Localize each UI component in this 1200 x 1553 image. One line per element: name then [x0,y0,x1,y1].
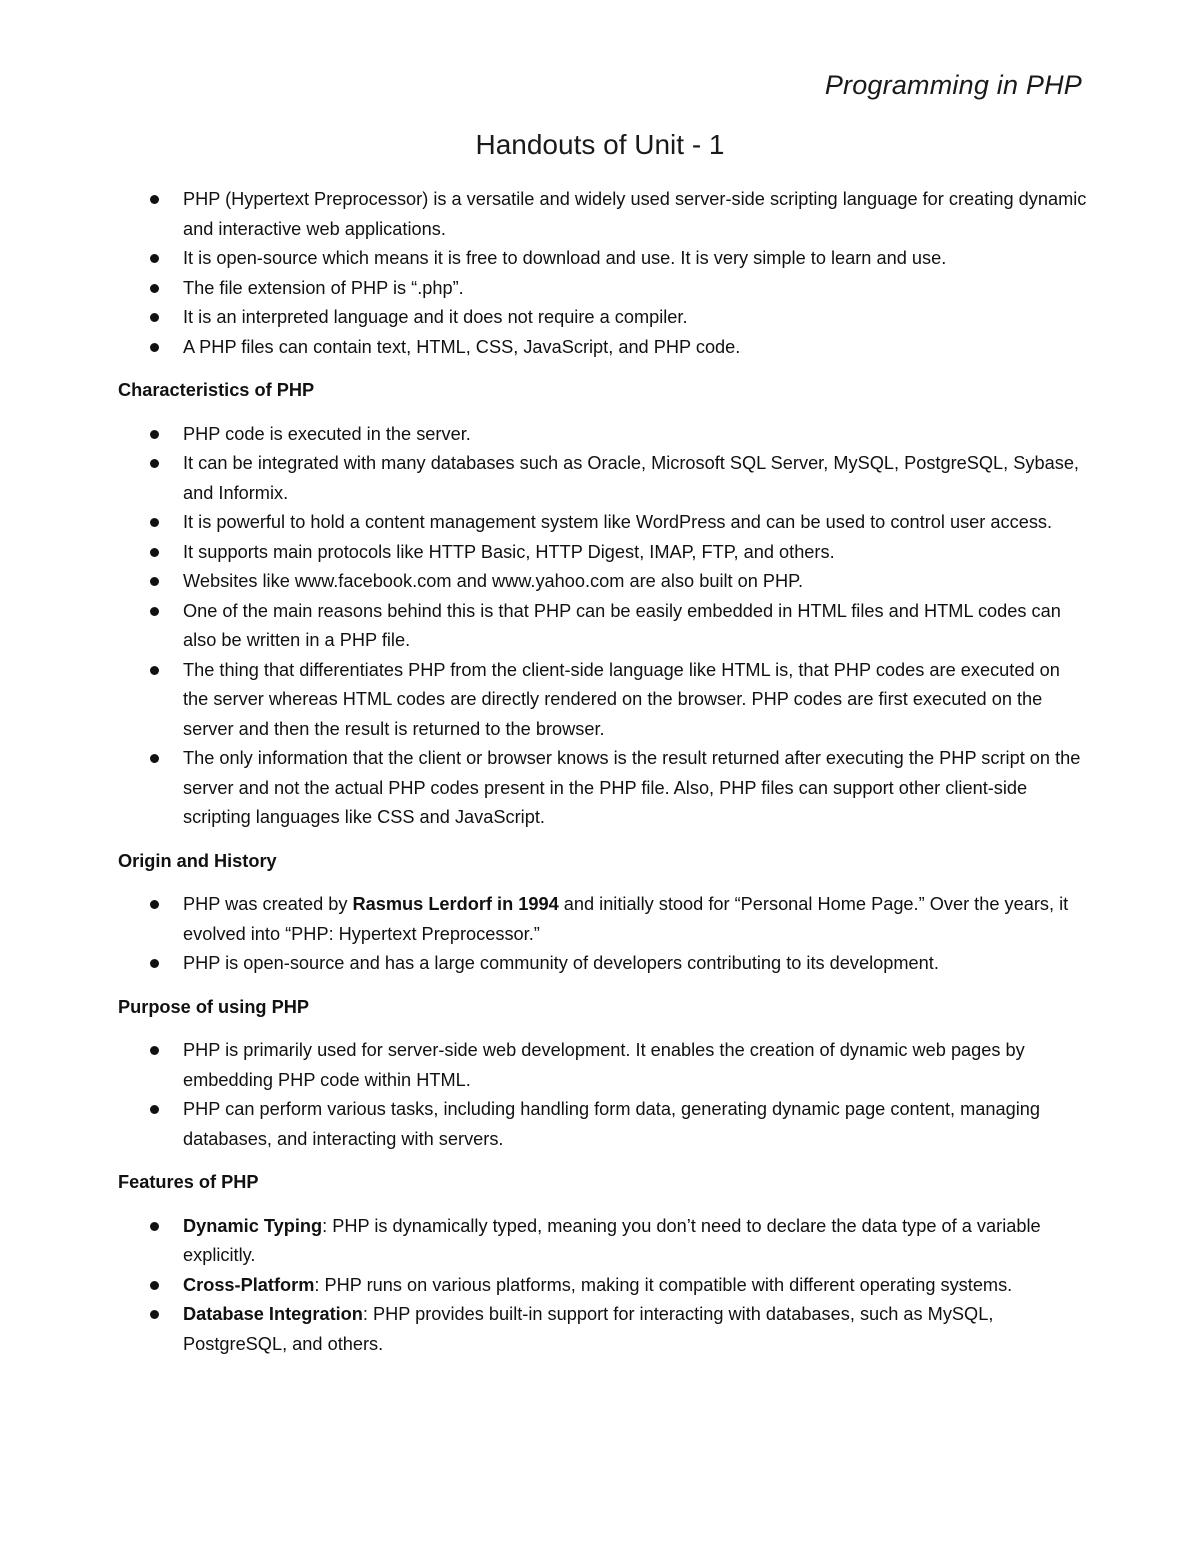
section-heading-origin: Origin and History [118,850,277,871]
section-heading-purpose: Purpose of using PHP [118,996,309,1017]
bullet-icon [150,313,159,322]
bullet-icon [150,459,159,468]
list-item: PHP is primarily used for server-side web development. It enables the creation of dynamic web pages by embedding PHP code within HTML. [118,1036,1088,1095]
bullet-icon [150,1281,159,1290]
list-item: One of the main reasons behind this is that PHP can be easily embedded in HTML files and HTML codes can also be written in a PHP file. [118,597,1088,656]
bullet-icon [150,1105,159,1114]
feature-term: Dynamic Typing [183,1215,323,1236]
list-item: A PHP files can contain text, HTML, CSS, JavaScript, and PHP code. [118,333,1088,363]
feature-term: Database Integration [183,1304,363,1324]
bullet-icon [150,195,159,204]
bullet-icon [150,548,159,557]
bullet-icon [150,284,159,293]
list-item: PHP was created by Rasmus Lerdorf in 1994 and initially stood for “Personal Home Page.” Over the years, it evolved into “PHP: Hypertext Preprocessor.” [118,890,1088,949]
list-item: PHP (Hypertext Preprocessor) is a versatile and widely used server-side scripting language for creating dynamic and interactive web applications. [118,185,1088,244]
list-item: PHP can perform various tasks, including handling form data, generating dynamic page content, managing databases, and interacting with servers. [118,1095,1088,1154]
document-body [118,185,1088,1359]
section-heading-characteristics: Characteristics of PHP [118,380,315,400]
list-item: It supports main protocols like HTTP Basic, HTTP Digest, IMAP, FTP, and others. [118,538,1088,568]
list-item: It is an interpreted language and it does not require a compiler. [118,303,1088,333]
list-item: PHP code is executed in the server. [118,420,1088,450]
bullet-icon [150,1222,159,1231]
bullet-icon [150,343,159,352]
list-item: It can be integrated with many databases such as Oracle, Microsoft SQL Server, MySQL, PostgreSQL, Sybase, and Informix. [118,449,1088,508]
bullet-icon [150,959,159,968]
section-heading-features: Features of PHP [118,1172,259,1192]
purpose-list [118,1036,1088,1154]
list-item: Websites like www.facebook.com and www.yahoo.com are also built on PHP. [118,567,1088,597]
list-item: Dynamic Typing: PHP is dynamically typed, meaning you don’t need to declare the data type of a variable explicitly. [118,1212,1088,1271]
bullet-icon [150,254,159,263]
features-list [118,1212,1088,1360]
feature-term: Cross-Platform [183,1274,315,1295]
list-item: PHP is open-source and has a large community of developers contributing to its development. [118,949,1088,979]
list-item: The thing that differentiates PHP from the client-side language like HTML is, that PHP codes are executed on the server whereas HTML codes are directly rendered on the browser. PHP codes are first executed on the server and then the result is returned to the browser. [118,656,1088,745]
bullet-icon [150,1046,159,1055]
characteristics-list [118,420,1088,833]
list-item: Database Integration: PHP provides built-in support for interacting with databases, such as MySQL, PostgreSQL, and others. [118,1300,1088,1359]
page-title: Handouts of Unit - 1 [475,129,725,160]
intro-list [118,185,1088,362]
list-item: The only information that the client or browser knows is the result returned after executing the PHP script on the server and not the actual PHP codes present in the PHP file. Also, PHP files can support other client-side scripting languages like CSS and JavaScript. [118,744,1088,833]
bullet-icon [150,666,159,675]
bullet-icon [150,900,159,909]
running-header: Programming in PHP [824,70,1082,100]
bullet-icon [150,518,159,527]
list-item: It is powerful to hold a content management system like WordPress and can be used to control user access. [118,508,1088,538]
list-item: It is open-source which means it is free to download and use. It is very simple to learn and use. [118,244,1088,274]
bullet-icon [150,430,159,439]
bullet-icon [150,577,159,586]
bullet-icon [150,1310,159,1319]
origin-list [118,890,1088,979]
list-item: The file extension of PHP is “.php”. [118,274,1088,304]
bullet-icon [150,607,159,616]
creator-name: Rasmus Lerdorf in 1994 [352,894,559,914]
bullet-icon [150,754,159,763]
list-item: Cross-Platform: PHP runs on various platforms, making it compatible with different operating systems. [118,1271,1088,1301]
